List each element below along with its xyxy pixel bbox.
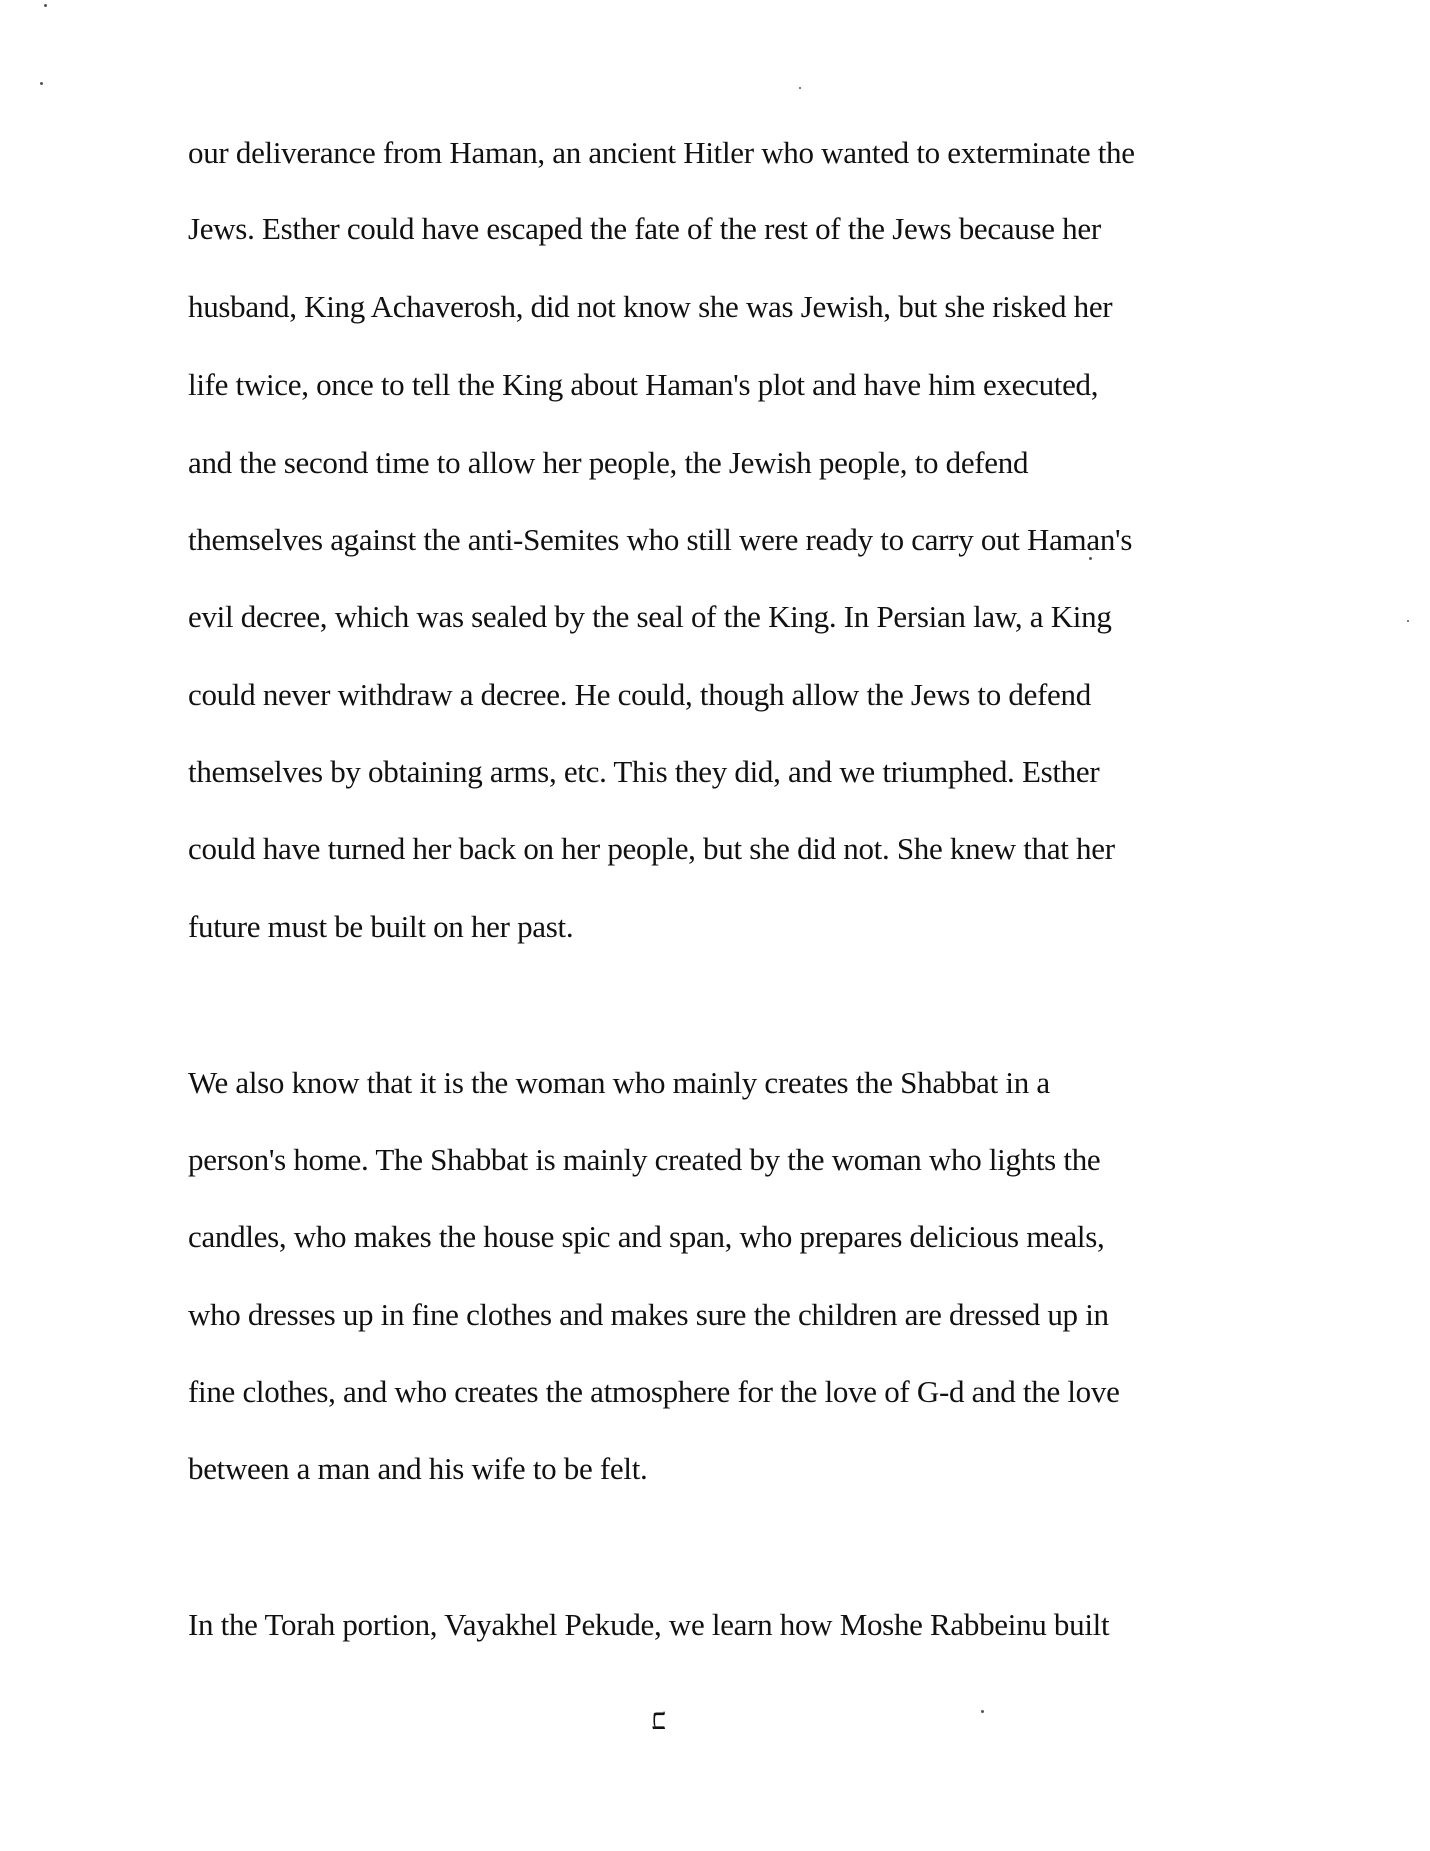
text-line: Jews. Esther could have escaped the fate of the rest of the Jews because her <box>188 211 1101 246</box>
text-line: future must be built on her past. <box>188 909 574 944</box>
text-line: husband, King Achaverosh, did not know she was Jewish, but she risked her <box>188 289 1113 324</box>
scan-speck <box>981 1710 984 1713</box>
text-line: fine clothes, and who creates the atmosphere for the love of G-d and the love <box>188 1374 1120 1409</box>
page-number: ב <box>651 1703 666 1736</box>
text-line: themselves against the anti-Semites who still were ready to carry out Haman's <box>188 522 1133 557</box>
text-line: and the second time to allow her people, the Jewish people, to defend <box>188 445 1029 480</box>
text-line: life twice, once to tell the King about Haman's plot and have him executed, <box>188 367 1099 402</box>
text-line: In the Torah portion, Vayakhel Pekude, we learn how Moshe Rabbeinu built <box>188 1607 1110 1642</box>
scan-speck <box>40 82 43 85</box>
text-line: our deliverance from Haman, an ancient Hitler who wanted to exterminate the <box>188 135 1135 170</box>
text-line: themselves by obtaining arms, etc. This they did, and we triumphed. Esther <box>188 754 1100 789</box>
text-line: could never withdraw a decree. He could, though allow the Jews to defend <box>188 677 1091 712</box>
text-line: candles, who makes the house spic and span, who prepares delicious meals, <box>188 1219 1105 1254</box>
text-line: person's home. The Shabbat is mainly created by the woman who lights the <box>188 1142 1101 1177</box>
text-line: We also know that it is the woman who mainly creates the Shabbat in a <box>188 1065 1050 1100</box>
text-line: between a man and his wife to be felt. <box>188 1451 648 1486</box>
text-line: could have turned her back on her people, but she did not. She knew that her <box>188 831 1115 866</box>
scan-speck <box>1089 557 1092 560</box>
text-line: evil decree, which was sealed by the seal of the King. In Persian law, a King <box>188 599 1112 634</box>
text-line: who dresses up in fine clothes and makes sure the children are dressed up in <box>188 1297 1109 1332</box>
scan-speck <box>799 87 801 89</box>
scan-speck <box>1407 620 1409 622</box>
scan-speck <box>44 4 47 7</box>
